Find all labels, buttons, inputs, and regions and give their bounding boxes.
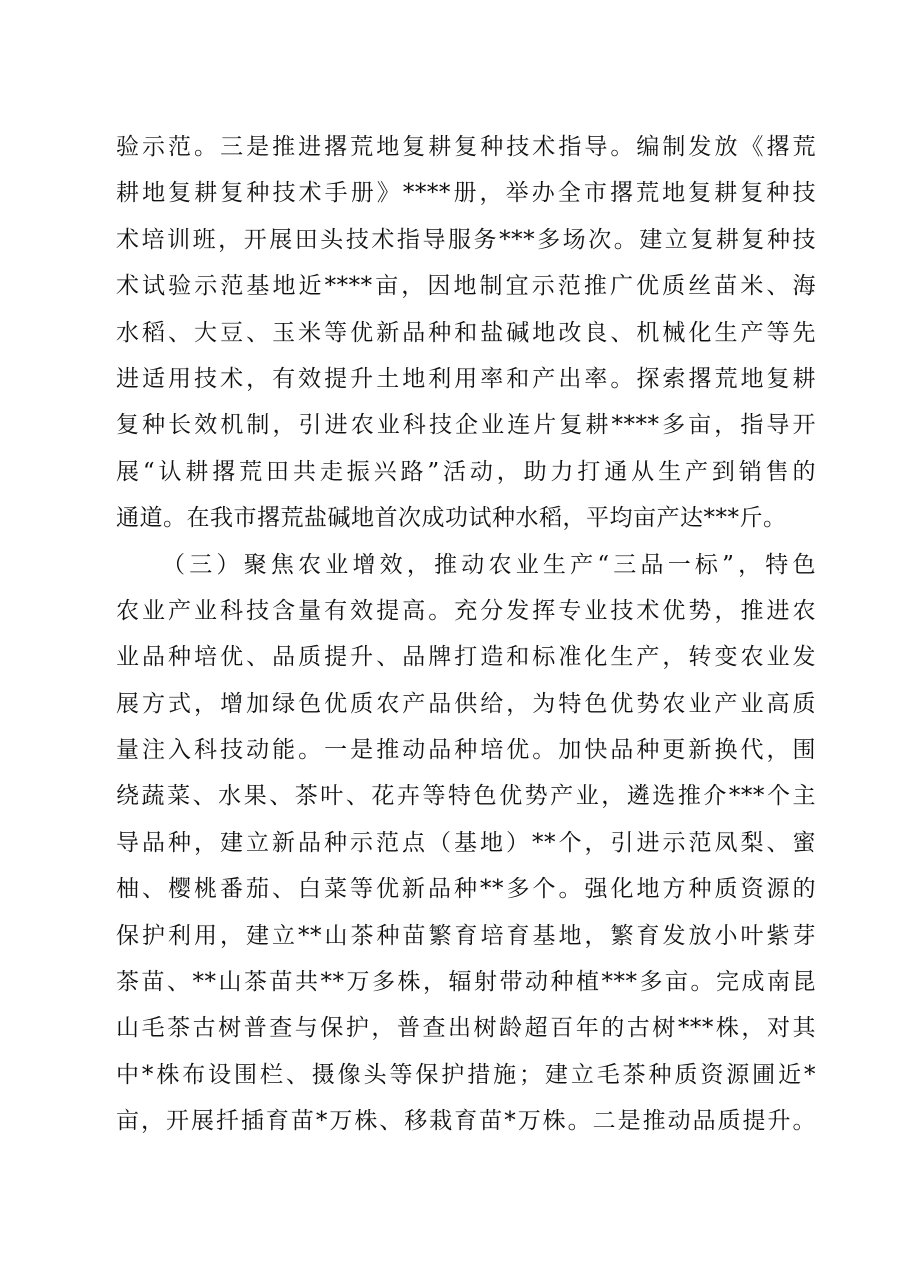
text-line: 绕蔬菜、水果、茶叶、花卉等特色优势产业，遴选推介***个主 <box>116 783 816 810</box>
text-line: 山毛茶古树普查与保护，普查出树龄超百年的古树***株，对其 <box>116 1015 816 1042</box>
text-line: 展“认耕撂荒田共走振兴路”活动，助力打通从生产到销售的 <box>116 458 816 485</box>
text-line: 量注入科技动能。一是推动品种培优。加快品种更新换代，围 <box>116 737 816 764</box>
text-line: 耕地复耕复种技术手册》****册，举办全市撂荒地复耕复种技 <box>116 180 816 207</box>
text-line: 进适用技术，有效提升土地利用率和产出率。探索撂荒地复耕 <box>116 365 816 392</box>
text-line: 中*株布设围栏、摄像头等保护措施；建立毛茶种质资源圃近* <box>116 1061 816 1088</box>
text-line: 亩，开展扦插育苗*万株、移栽育苗*万株。二是推动品质提升。 <box>116 1108 816 1135</box>
text-line: 导品种，建立新品种示范点（基地）**个，引进示范凤梨、蜜 <box>116 829 816 856</box>
text-line: 水稻、大豆、玉米等优新品种和盐碱地改良、机械化生产等先 <box>116 319 816 346</box>
text-line: 通道。在我市撂荒盐碱地首次成功试种水稻，平均亩产达***斤。 <box>116 505 787 532</box>
text-line: 验示范。三是推进撂荒地复耕复种技术指导。编制发放《撂荒 <box>116 134 816 160</box>
section-heading-line: （三）聚焦农业增效，推动农业生产“三品一标”，特色 <box>162 551 816 578</box>
text-line: 业品种培优、品质提升、品牌打造和标准化生产，转变农业发 <box>116 644 816 671</box>
text-line: 农业产业科技含量有效提高。充分发挥专业技术优势，推进农 <box>116 597 816 624</box>
text-line: 复种长效机制，引进农业科技企业连片复耕****多亩，指导开 <box>116 412 816 439</box>
text-line: 茶苗、**山茶苗共**万多株，辐射带动种植***多亩。完成南昆 <box>116 969 816 996</box>
body-text <box>116 124 816 1145</box>
text-line: 展方式，增加绿色优质农产品供给，为特色优势农业产业高质 <box>116 690 816 717</box>
text-line: 保护利用，建立**山茶种苗繁育培育基地，繁育发放小叶紫芽 <box>116 922 816 949</box>
text-line: 柚、樱桃番茄、白菜等优新品种**多个。强化地方种质资源的 <box>116 876 816 903</box>
text-line: 术培训班，开展田头技术指导服务***多场次。建立复耕复种技 <box>116 226 816 253</box>
text-line: 术试验示范基地近****亩，因地制宜示范推广优质丝苗米、海 <box>116 273 816 300</box>
